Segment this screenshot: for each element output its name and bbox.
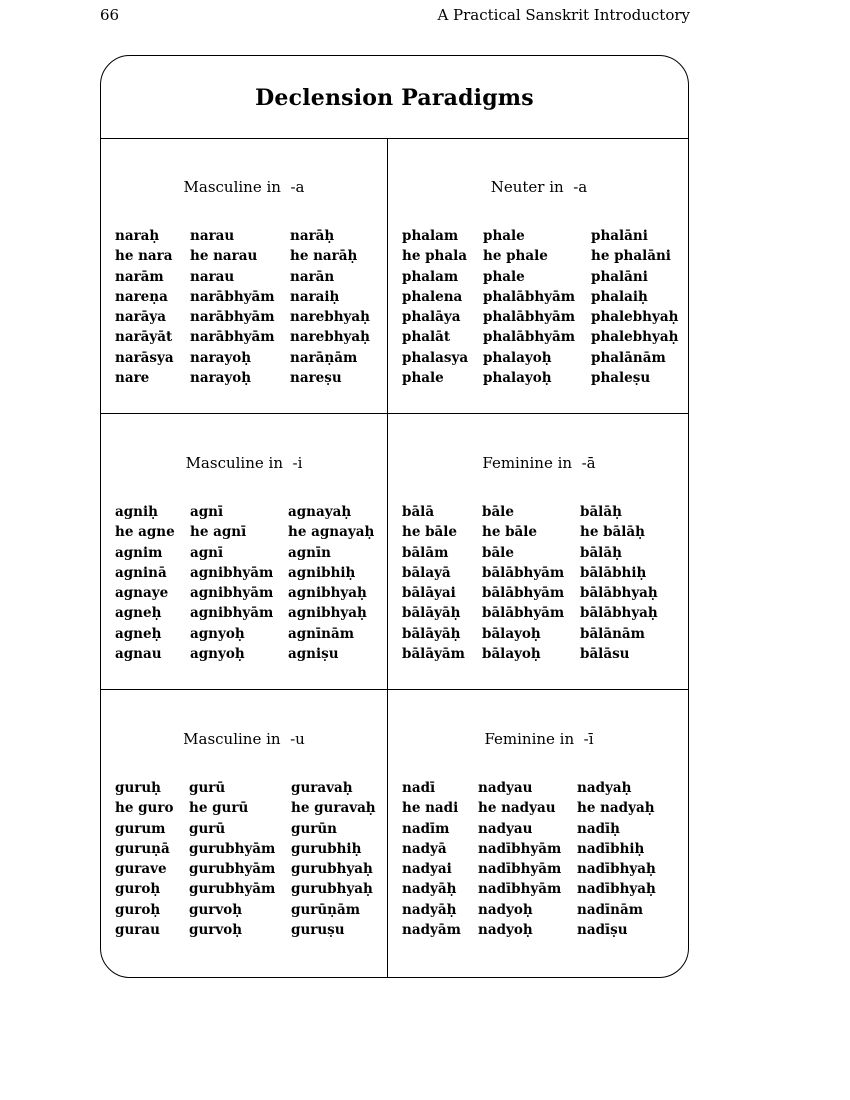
paradigm-heading: Feminine in -ī: [484, 730, 594, 748]
form-cell: gurubhyaḥ: [291, 861, 373, 878]
form-cell: bālānām: [580, 625, 645, 642]
paradigm-heading: Feminine in -ā: [482, 454, 596, 472]
form-cell: guruṣu: [291, 922, 345, 939]
form-cell: agneḥ: [115, 605, 162, 622]
form-cell: guravaḥ: [291, 780, 353, 796]
form-row: [402, 226, 686, 246]
form-cell: phalābhyām: [483, 329, 576, 346]
form-cell: he agne: [115, 524, 175, 541]
form-cell: nadyaḥ: [577, 780, 632, 796]
form-cell: narau: [190, 228, 235, 244]
page-number: 66: [100, 6, 120, 24]
form-cell: agnī: [190, 544, 224, 561]
form-row: [115, 327, 383, 347]
form-cell: phalāt: [402, 329, 451, 346]
form-cell: bālām: [402, 544, 449, 561]
form-cell: narāḥ: [290, 228, 335, 244]
form-cell: nadībhyām: [478, 881, 562, 898]
form-row: [402, 603, 686, 623]
form-cell: gurubhyām: [189, 861, 276, 878]
form-cell: agnau: [115, 646, 162, 663]
form-cell: gurūṇām: [291, 901, 361, 918]
form-cell: nareṣu: [290, 370, 342, 387]
form-row: [402, 563, 686, 583]
form-cell: gurūn: [291, 820, 337, 837]
form-row: [402, 522, 686, 542]
form-row: [115, 287, 383, 307]
form-cell: phaleṣu: [591, 370, 651, 387]
form-cell: nadībhyām: [478, 840, 562, 857]
form-cell: gurau: [115, 922, 160, 939]
form-cell: agnim: [115, 544, 163, 561]
form-cell: he guravaḥ: [291, 800, 376, 817]
form-cell: bālayoḥ: [482, 646, 541, 663]
paradigm-heading: Masculine in -u: [183, 730, 305, 748]
form-cell: bālāyām: [402, 646, 465, 663]
form-cell: agnibhyaḥ: [288, 585, 367, 602]
form-row: [402, 798, 686, 818]
form-cell: he nadi: [402, 800, 459, 817]
form-cell: nare: [115, 370, 150, 387]
form-cell: nadīṣu: [577, 922, 628, 939]
form-cell: nadyā: [402, 840, 447, 857]
form-cell: nareṇa: [115, 288, 168, 305]
form-cell: narāṇām: [290, 349, 358, 366]
form-cell: narau: [190, 268, 235, 285]
paradigm-heading: Masculine in -i: [185, 454, 303, 472]
form-cell: nadyau: [478, 780, 533, 796]
form-cell: agnīnām: [288, 625, 354, 642]
form-cell: he bāle: [482, 524, 538, 541]
form-cell: agnyoḥ: [190, 625, 245, 642]
form-cell: bālāḥ: [580, 504, 622, 520]
paradigm-heading: Masculine in -a: [183, 178, 305, 196]
form-cell: agnī: [190, 504, 224, 520]
form-cell: gurvoḥ: [189, 901, 243, 918]
form-row: [115, 603, 383, 623]
form-cell: bālayoḥ: [482, 625, 541, 642]
form-cell: nadyāḥ: [402, 881, 457, 898]
form-cell: bālāḥ: [580, 544, 622, 561]
form-cell: bālayā: [402, 564, 451, 581]
box-title: Declension Paradigms: [101, 56, 688, 139]
paradigm-feminine-ii: [388, 690, 689, 978]
form-cell: he nadyaḥ: [577, 800, 655, 817]
form-cell: bālāyāḥ: [402, 605, 461, 622]
form-cell: phalayoḥ: [483, 349, 552, 366]
form-cell: narābhyām: [190, 329, 275, 346]
form-cell: he phala: [402, 248, 467, 265]
form-cell: narāsya: [115, 349, 174, 366]
form-cell: narān: [290, 268, 335, 285]
form-cell: agninā: [115, 564, 167, 581]
form-cell: gurubhiḥ: [291, 840, 362, 857]
form-table: [402, 778, 686, 940]
form-cell: phalānām: [591, 349, 666, 366]
form-cell: agnīn: [288, 544, 331, 561]
form-table: [115, 502, 383, 664]
paradigm-feminine-aa: [388, 414, 689, 689]
form-cell: phalena: [402, 288, 463, 305]
form-cell: agnibhyām: [190, 585, 274, 602]
form-cell: phalābhyām: [483, 309, 576, 326]
form-cell: bālāsu: [580, 646, 630, 663]
form-row: [115, 267, 383, 287]
form-cell: gurubhyām: [189, 881, 276, 898]
form-cell: agnibhiḥ: [288, 564, 356, 581]
form-cell: phale: [483, 228, 525, 244]
form-cell: he narāḥ: [290, 248, 358, 265]
form-row: [402, 307, 686, 327]
form-cell: agnibhyām: [190, 564, 274, 581]
form-row: [115, 798, 383, 818]
form-row: [402, 624, 686, 644]
paradigm-grid: [101, 138, 688, 977]
form-row: [402, 778, 686, 798]
form-cell: gurubhyām: [189, 840, 276, 857]
form-cell: he nara: [115, 248, 173, 265]
form-row: [402, 920, 686, 940]
form-cell: narebhyaḥ: [290, 329, 370, 346]
form-row: [115, 644, 383, 664]
form-cell: bālābhyām: [482, 564, 565, 581]
form-row: [402, 502, 686, 522]
paradigm-neuter-a: [388, 138, 689, 413]
form-cell: he phale: [483, 248, 548, 265]
form-cell: bālā: [402, 504, 435, 520]
form-cell: he agnī: [190, 524, 247, 541]
paradigm-masculine-u: [101, 690, 387, 978]
form-cell: agneḥ: [115, 625, 162, 642]
form-cell: nadībhiḥ: [577, 840, 645, 857]
form-row: [115, 368, 383, 388]
form-cell: phalasya: [402, 349, 469, 366]
form-row: [115, 522, 383, 542]
form-table: [402, 502, 686, 664]
form-cell: nadyoḥ: [478, 922, 533, 939]
form-cell: bāle: [482, 544, 514, 561]
form-row: [115, 879, 383, 899]
form-cell: narābhyām: [190, 288, 275, 305]
form-cell: gurvoḥ: [189, 922, 243, 939]
form-cell: phalam: [402, 268, 459, 285]
form-cell: agnayaḥ: [288, 504, 352, 520]
form-row: [402, 644, 686, 664]
form-cell: narayoḥ: [190, 370, 252, 387]
form-cell: he agnayaḥ: [288, 524, 375, 541]
paradigm-masculine-i: [101, 414, 387, 689]
form-cell: narayoḥ: [190, 349, 252, 366]
form-cell: phale: [483, 268, 525, 285]
form-cell: gurubhyaḥ: [291, 881, 373, 898]
form-cell: phalāni: [591, 228, 648, 244]
form-cell: guroḥ: [115, 901, 161, 918]
form-cell: phale: [402, 370, 444, 387]
form-cell: bālābhiḥ: [580, 564, 647, 581]
form-row: [402, 819, 686, 839]
form-cell: he phalāni: [591, 248, 671, 265]
form-row: [115, 307, 383, 327]
paradigm-heading: Neuter in -a: [490, 178, 588, 196]
form-row: [115, 563, 383, 583]
form-row: [402, 368, 686, 388]
form-row: [115, 348, 383, 368]
form-cell: agniṣu: [288, 646, 339, 663]
form-cell: nadyai: [402, 861, 452, 878]
form-cell: nadīḥ: [577, 820, 620, 837]
form-row: [115, 900, 383, 920]
form-row: [402, 267, 686, 287]
form-cell: agnibhyām: [190, 605, 274, 622]
form-cell: nadī: [402, 780, 436, 796]
form-cell: bāle: [482, 504, 514, 520]
form-cell: narāyāt: [115, 329, 173, 346]
form-row: [115, 583, 383, 603]
form-cell: narābhyām: [190, 309, 275, 326]
form-cell: he bāle: [402, 524, 458, 541]
form-cell: gurave: [115, 861, 167, 878]
form-cell: narām: [115, 268, 164, 285]
form-row: [115, 859, 383, 879]
form-cell: gurū: [189, 820, 226, 837]
form-cell: phalaiḥ: [591, 288, 648, 305]
form-cell: naraḥ: [115, 228, 160, 244]
form-row: [115, 502, 383, 522]
form-cell: phalebhyaḥ: [591, 329, 679, 346]
form-cell: nadyāḥ: [402, 901, 457, 918]
form-cell: narebhyaḥ: [290, 309, 370, 326]
form-table: [402, 226, 686, 388]
form-cell: agniḥ: [115, 504, 158, 520]
form-cell: bālābhyām: [482, 605, 565, 622]
form-cell: phalayoḥ: [483, 370, 552, 387]
form-cell: he guro: [115, 800, 174, 817]
form-cell: agnyoḥ: [190, 646, 245, 663]
form-cell: gurum: [115, 820, 166, 837]
form-cell: nadyoḥ: [478, 901, 533, 918]
form-cell: phalam: [402, 228, 459, 244]
form-table: [115, 778, 383, 940]
form-row: [402, 900, 686, 920]
form-cell: bālāyai: [402, 585, 456, 602]
form-row: [402, 348, 686, 368]
form-row: [402, 839, 686, 859]
form-cell: bālābhyaḥ: [580, 605, 658, 622]
form-cell: bālābhyaḥ: [580, 585, 658, 602]
form-cell: nadībhyaḥ: [577, 881, 656, 898]
form-row: [115, 839, 383, 859]
form-row: [115, 819, 383, 839]
declension-box: [100, 55, 689, 978]
form-cell: nadībhyām: [478, 861, 562, 878]
form-cell: bālāyāḥ: [402, 625, 461, 642]
form-cell: nadīnām: [577, 901, 643, 918]
form-cell: guroḥ: [115, 881, 161, 898]
running-head: A Practical Sanskrit Introductory: [437, 6, 690, 24]
form-cell: naraiḥ: [290, 288, 340, 305]
form-cell: he bālāḥ: [580, 524, 645, 541]
form-cell: gurū: [189, 780, 226, 796]
form-row: [402, 879, 686, 899]
form-cell: agnaye: [115, 585, 169, 602]
form-row: [402, 859, 686, 879]
form-row: [115, 543, 383, 563]
form-cell: he nadyau: [478, 800, 556, 817]
form-cell: phalābhyām: [483, 288, 576, 305]
form-row: [402, 327, 686, 347]
form-cell: nadībhyaḥ: [577, 861, 656, 878]
form-cell: narāya: [115, 309, 167, 326]
form-cell: phalebhyaḥ: [591, 309, 679, 326]
form-cell: he narau: [190, 248, 258, 265]
form-cell: nadyām: [402, 922, 461, 939]
form-row: [115, 226, 383, 246]
form-row: [115, 246, 383, 266]
form-row: [402, 287, 686, 307]
paradigm-masculine-a: [101, 138, 387, 413]
form-row: [402, 583, 686, 603]
form-table: [115, 226, 383, 388]
form-row: [115, 624, 383, 644]
form-cell: he gurū: [189, 800, 249, 817]
form-cell: guruḥ: [115, 780, 161, 796]
form-row: [402, 543, 686, 563]
form-cell: nadyau: [478, 820, 533, 837]
form-row: [115, 778, 383, 798]
form-cell: phalāni: [591, 268, 648, 285]
form-row: [402, 246, 686, 266]
form-cell: nadīm: [402, 820, 450, 837]
form-cell: phalāya: [402, 309, 461, 326]
form-cell: bālābhyām: [482, 585, 565, 602]
form-row: [115, 920, 383, 940]
form-cell: guruṇā: [115, 840, 170, 857]
form-cell: agnibhyaḥ: [288, 605, 367, 622]
